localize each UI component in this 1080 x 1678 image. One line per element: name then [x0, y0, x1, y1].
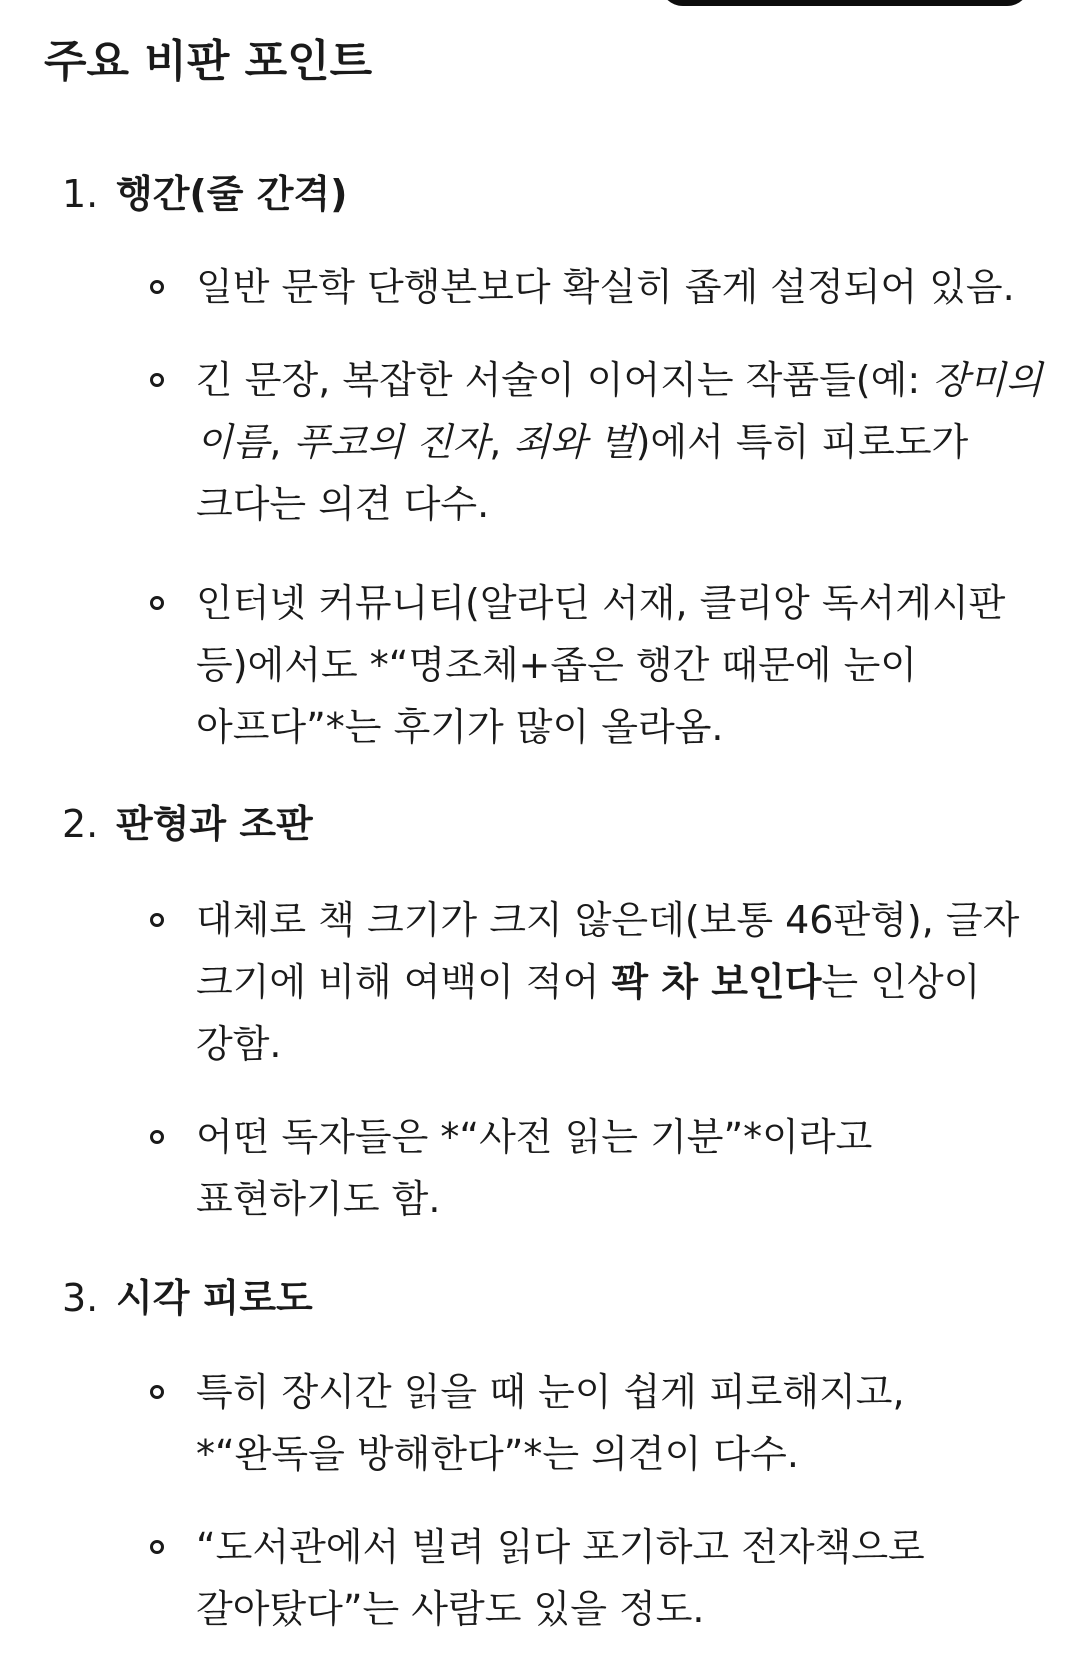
list-item: 긴 문장, 복잡한 서술이 이어지는 작품들(예: 장미의 이름, 푸코의 진자, 죄와 벌)에서 특히 피로도가 크다는 의견 다수. [196, 358, 1043, 526]
bullet-circle-icon [150, 913, 164, 927]
bullet-circle-icon [150, 1130, 164, 1144]
list-item: 대체로 책 크기가 크지 않은데(보통 46판형), 글자 크기에 비해 여백이 적어 꽉 차 보인다는 인상이 강함. [196, 898, 1020, 1066]
list-item: 인터넷 커뮤니티(알라딘 서재, 클리앙 독서게시판 등)에서도 *“명조체+좁은 행간 때문에 눈이 아프다”*는 후기가 많이 올라옴. [196, 581, 1006, 749]
section-label: 판형과 조판 [116, 802, 313, 846]
section-label: 시각 피로도 [116, 1276, 313, 1320]
bullet-circle-icon [150, 1540, 164, 1554]
bullet-circle-icon [150, 373, 164, 387]
list-item: “도서관에서 빌려 읽다 포기하고 전자책으로 갈아탔다”는 사람도 있을 정도. [196, 1525, 925, 1631]
section-title-3 [62, 1272, 313, 1324]
list-item: 특히 장시간 읽을 때 눈이 쉽게 피로해지고, *“완독을 방해한다”*는 의견이 다수. [196, 1370, 905, 1476]
bullet-circle-icon [150, 1385, 164, 1399]
list-item: 어떤 독자들은 *“사전 읽는 기분”*이라고 표현하기도 함. [196, 1115, 873, 1221]
section-title-2 [62, 798, 313, 850]
section-number: 1. [62, 172, 99, 216]
section-title-1 [62, 168, 348, 220]
section-number: 3. [62, 1276, 99, 1320]
bullet-circle-icon [150, 280, 164, 294]
bullet-circle-icon [150, 596, 164, 610]
section-number: 2. [62, 802, 99, 846]
list-item: 일반 문학 단행본보다 확실히 좁게 설정되어 있음. [196, 265, 1015, 309]
section-heading: 주요 비판 포인트 [44, 36, 373, 87]
section-label: 행간(줄 간격) [116, 172, 348, 216]
